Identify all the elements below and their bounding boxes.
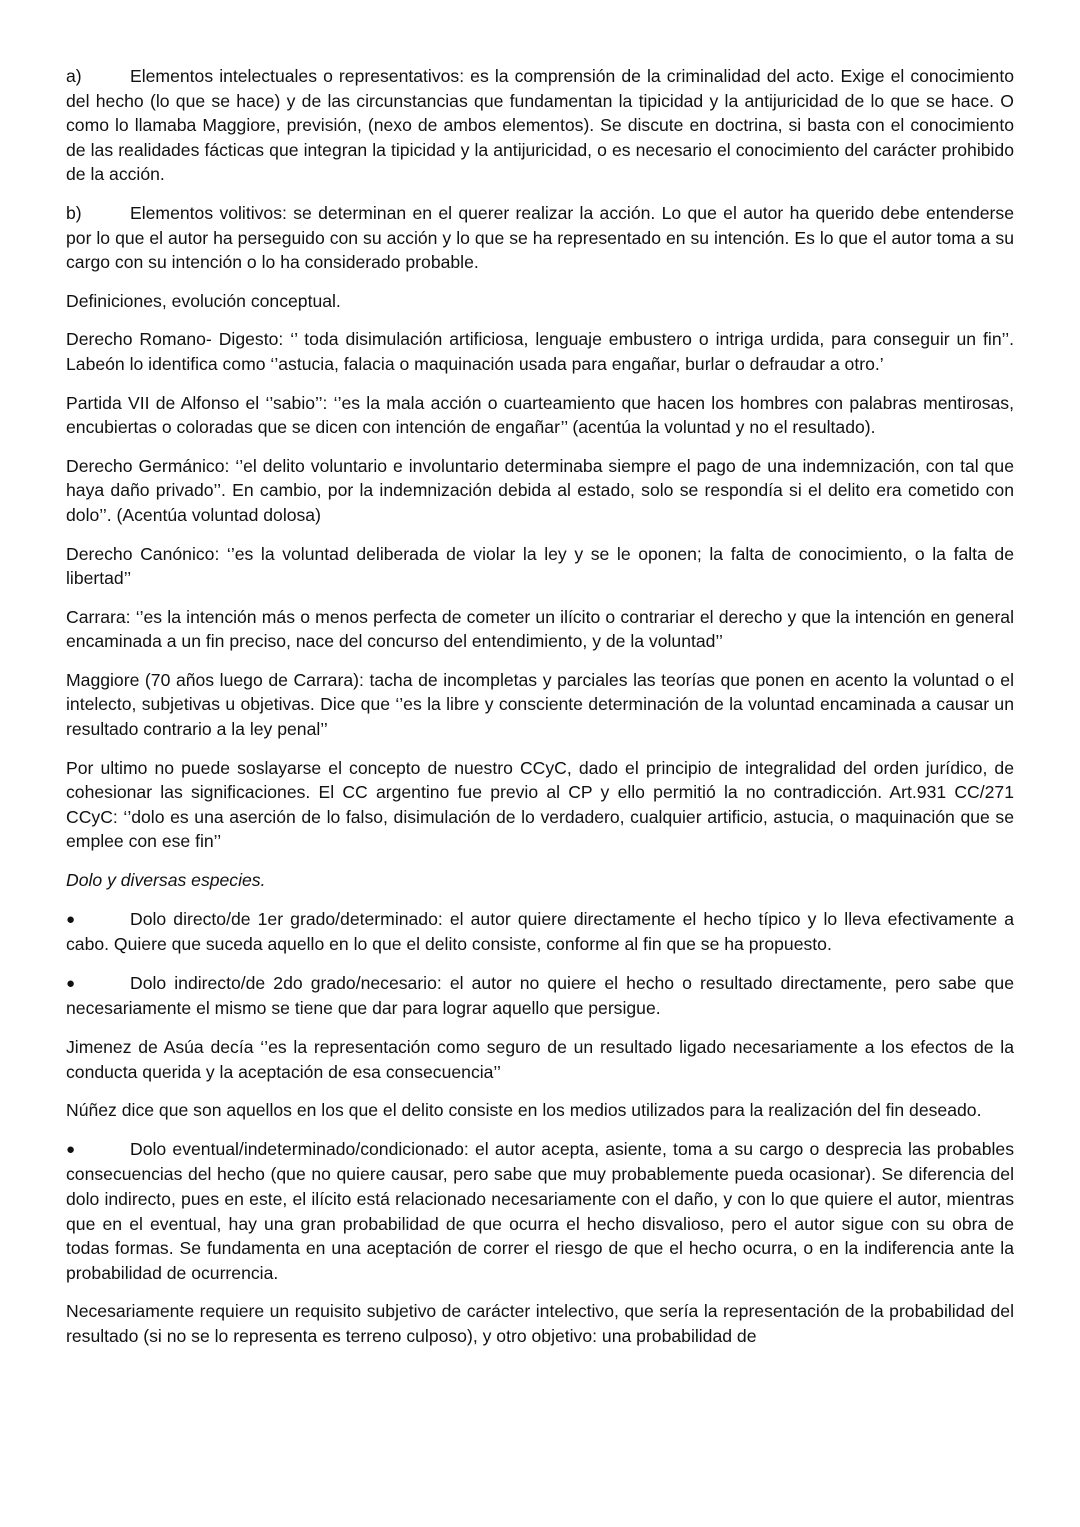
bullet-dolo-directo	[66, 907, 1014, 957]
document-page	[66, 64, 1014, 1363]
paragraph-derecho-germanico: Derecho Germánico: ‘’el delito voluntario e involuntario determinaba siempre el pago de una indemnización, con tal que haya daño privado’’. En cambio, por la indemnización debida al estado, solo se respondía si el delito era cometido con dolo’’. (Acentúa voluntad dolosa)	[66, 455, 1014, 525]
paragraph-partida-vii: Partida VII de Alfonso el ‘’sabio’’: ‘’es la mala acción o cuarteamiento que hacen los hombres con palabras mentirosas, encubiertas o coloradas que se dicen con intención de engañar’’ (acentúa la voluntad y no el resultado).	[66, 392, 1014, 438]
paragraph-requisitos: Necesariamente requiere un requisito subjetivo de carácter intelectivo, que sería la representación de la probabilidad del resultado (si no se lo representa es terreno culposo), y otro objetivo: una probabilidad de	[66, 1301, 1014, 1346]
paragraph-derecho-canonico: Derecho Canónico: ‘’es la voluntad deliberada de violar la ley y se le oponen; la falta de conocimiento, o la falta de libertad’’	[66, 543, 1014, 589]
paragraph-ccyc: Por ultimo no puede soslayarse el concepto de nuestro CCyC, dado el principio de integralidad del orden jurídico, de cohesionar las significaciones. El CC argentino fue previo al CP y ello permitió la no contradicción. Art.931 CC/271 CCyC: ‘’dolo es una aserción de lo falso, disimulación de lo verdadero, cualquier artificio, astucia, o maquinación que se emplee con ese fin’’	[66, 757, 1014, 852]
bullet-icon: ●	[66, 910, 76, 928]
list-marker-b: b)	[66, 202, 82, 223]
bullet-icon: ●	[66, 974, 76, 992]
paragraph-nunez: Núñez dice que son aquellos en los que el delito consiste en los medios utilizados para la realización del fin deseado.	[66, 1100, 982, 1121]
paragraph-text: Dolo directo/de 1er grado/determinado: el autor quiere directamente el hecho típico y lo lleva efectivamente a cabo. Quiere que suceda aquello en lo que el delito consiste, conforme al fin que se ha propuesto.	[66, 908, 1014, 955]
paragraph-maggiore: Maggiore (70 años luego de Carrara): tacha de incompletas y parciales las teorías que ponen en acento la voluntad o el intelecto, subjetivas u objetivas. Dice que ‘’es la libre y consciente determinación de la voluntad encaminada a causar un resultado contrario a la ley penal’’	[66, 669, 1014, 740]
paragraph-derecho-romano: Derecho Romano- Digesto: ‘’ toda disimulación artificiosa, lenguaje embustero o intriga urdida, para conseguir un fin’’. Labeón lo identifica como ‘’astucia, falacia o maquinación usada para engañar, burlar o defraudar a otro.’	[66, 329, 1014, 374]
paragraph-carrara: Carrara: ‘’es la intención más o menos perfecta de cometer un ilícito o contrariar el derecho y que la intención en general encaminada a un fin preciso, nace del concurso del entendimiento, y de la voluntad’’	[66, 606, 1014, 652]
paragraph-text: Elementos intelectuales o representativos: es la comprensión de la criminalidad del acto. Exige el conocimiento del hecho (lo que se hace) y de las circunstancias que fundamentan la tipicidad y la antijuricidad de lo que se hace. O como lo llamaba Maggiore, previsión, (nexo de ambos elementos). Se discute en doctrina, si basta con el conocimiento de las realidades fácticas que integran la tipicidad y la antijuricidad, o es necesario el conocimiento del carácter prohibido de la acción.	[66, 66, 1014, 185]
section-heading-dolo-especies: Dolo y diversas especies.	[66, 870, 266, 891]
paragraph-definitions-heading: Definiciones, evolución conceptual.	[66, 290, 341, 311]
bullet-dolo-indirecto	[66, 971, 1014, 1021]
paragraph-volitional-elements	[66, 201, 1014, 275]
paragraph-text: Elementos volitivos: se determinan en el querer realizar la acción. Lo que el autor ha querido debe entenderse por lo que el autor ha perseguido con su acción y lo que se ha representado en su intención. Es lo que el autor toma a su cargo con su intención o lo ha considerado probable.	[66, 202, 1014, 273]
bullet-dolo-eventual	[66, 1137, 1014, 1286]
paragraph-intellectual-elements	[66, 64, 1014, 187]
bullet-icon: ●	[66, 1140, 76, 1158]
paragraph-text: Dolo eventual/indeterminado/condicionado: el autor acepta, asiente, toma a su cargo o desprecia las probables consecuencias del hecho (que no quiere causar, pero sabe que muy probablemente pueda ocasionar). Se diferencia del dolo indirecto, pues en este, el ilícito está relacionado necesariamente con el daño, y con lo que quiere el autor, mientras que en el eventual, hay una gran probabilidad de que ocurra el hecho disvalioso, pero el autor sigue con su obra de todas formas. Se fundamenta en una aceptación de correr el riesgo de que el hecho ocurra, o en la indiferencia ante la probabilidad de ocurrencia.	[66, 1138, 1014, 1283]
paragraph-text: Dolo indirecto/de 2do grado/necesario: el autor no quiere el hecho o resultado directamente, pero sabe que necesariamente el mismo se tiene que dar para lograr aquello que persigue.	[66, 972, 1014, 1019]
list-marker-a: a)	[66, 66, 82, 86]
paragraph-jimenez-de-asua: Jimenez de Asúa decía ‘’es la representación como seguro de un resultado ligado necesariamente a los efectos de la conducta querida y la aceptación de esa consecuencia’’	[66, 1037, 1014, 1082]
